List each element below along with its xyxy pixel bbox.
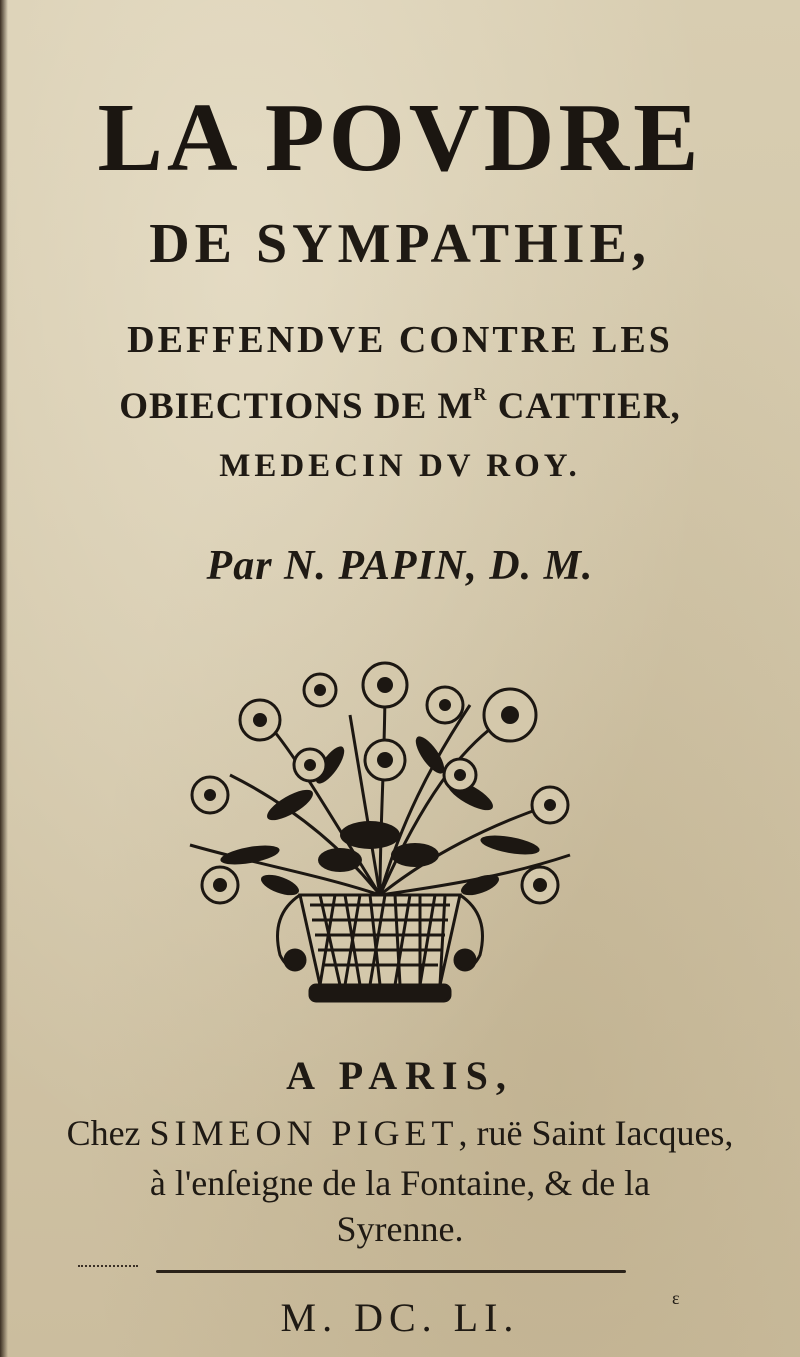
title-line-2: DE SYMPATHIE, [149, 213, 651, 275]
publisher-line-2: à l'enſeigne de la Fontaine, & de la [149, 1163, 651, 1203]
signature-mark: ε [672, 1288, 680, 1308]
horizontal-rule [156, 1270, 626, 1273]
title-line-4-post: CATTIER, [487, 386, 681, 427]
title-line-3: DEFFENDVE CONTRE LES [127, 319, 673, 361]
title-line-1: LA POVDRE [97, 84, 703, 192]
title-line-5: MEDECIN DV ROY. [219, 448, 581, 484]
publisher-line-3: Syrenne. [336, 1209, 464, 1249]
author-line: Par N. PAPIN, D. M. [206, 543, 594, 589]
publisher-line-1 [0, 1112, 800, 1154]
publisher-address: , ruë Saint Iacques, [458, 1113, 734, 1153]
publisher-chez: Chez [66, 1113, 150, 1153]
publication-date: M. DC. LI. [280, 1295, 520, 1340]
publisher-name: SIMEON PIGET [149, 1113, 459, 1153]
title-line-4-sup: R [473, 384, 488, 404]
title-line-4 [0, 384, 800, 428]
dotted-rule [78, 1265, 138, 1269]
flower-basket-icon [170, 655, 590, 1015]
title-line-4-pre: OBIECTIONS DE M [119, 386, 474, 427]
imprint-city: A PARIS, [286, 1053, 514, 1098]
